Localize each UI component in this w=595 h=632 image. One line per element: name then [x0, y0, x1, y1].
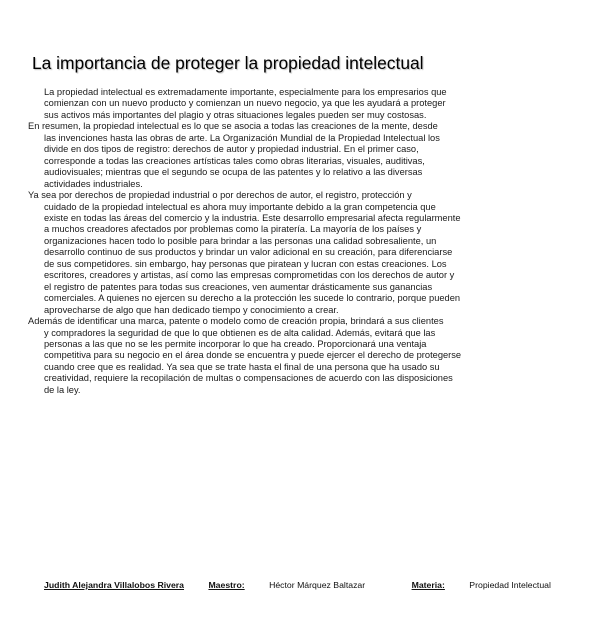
document-footer	[44, 580, 551, 590]
text-line: comerciales. A quienes no ejercen su derecho a la protección les sucede lo contrario, porque pueden	[44, 293, 461, 304]
footer-author: Judith Alejandra Villalobos Rivera	[44, 580, 185, 590]
text-line: cuando cree que es realidad. Ya sea que se trate hasta el final de una persona que ha usado su	[44, 361, 440, 372]
text-line: cuidado de la propiedad intelectual es ahora muy importante debido a la gran competencia que	[44, 201, 436, 212]
footer-subject	[412, 580, 573, 590]
text-line: competitiva para su negocio en el área donde se encuentra y puede ejercer el derecho de protegerse	[44, 350, 462, 361]
text-line: aprovecharse de algo que han dedicado tiempo y conocimiento a crear.	[44, 304, 339, 315]
footer-teacher	[208, 580, 387, 590]
text-line: personas a las que no se les permite incorporar lo que ha creado. Proporcionará una ventaja	[44, 338, 427, 349]
footer-teacher-name: Héctor Márquez Baltazar	[266, 580, 366, 590]
text-line: sus activos más importantes del plagio y otras situaciones legales pueden ser muy costosas.	[44, 109, 427, 120]
text-line: divide en dos tipos de registro: derechos de autor y propiedad industrial. En el primer caso,	[44, 144, 419, 155]
text-line: creatividad, requiere la recopilación de multas o compensaciones de acuerdo con las disposiciones	[44, 373, 453, 384]
text-line: corresponde a todas las creaciones artísticas tales como obras literarias, visuales, auditivas,	[44, 155, 425, 166]
document-title: La importancia de proteger la propiedad intelectual	[32, 53, 424, 73]
text-line: escritores, creadores y artistas, así como las empresas comprometidas con los derechos de autor y	[44, 270, 455, 281]
paragraph-2	[28, 121, 454, 190]
text-line: Ya sea por derechos de propiedad industrial o por derechos de autor, el registro, protección y	[28, 190, 412, 201]
text-line: y compradores la seguridad de que lo que obtienen es de alta calidad. Además, evitará que las	[44, 327, 436, 338]
paragraph-4	[28, 316, 462, 396]
text-line: desarrollo continuo de sus productos y brindar un valor adicional en su creación, para diferenciarse	[44, 247, 453, 258]
text-line: de la ley.	[44, 384, 81, 395]
text-line: Además de identificar una marca, patente o modelo como de creación propia, brindará a sus clientes	[28, 316, 444, 327]
paragraph-1	[28, 87, 454, 121]
footer-subject-label: Materia:	[411, 580, 445, 590]
text-line: actividades industriales.	[44, 178, 143, 189]
text-line: el registro de patentes para todas sus creaciones, ven aumentar drásticamente sus ganancias	[44, 281, 433, 292]
text-line: existe en todas las áreas del comercio y la industria. Este desarrollo empresarial afecta regularmente	[44, 212, 461, 223]
text-line: En resumen, la propiedad intelectual es lo que se asocia a todas las creaciones de la mente, desde	[28, 121, 438, 132]
text-line: las invenciones hasta las obras de arte. La Organización Mundial de la Propiedad Intelectual los	[44, 132, 440, 143]
footer-subject-name: Propiedad Intelectual	[466, 580, 551, 590]
text-line: organizaciones hacen todo lo posible para brindar a las personas una calidad sobresaliente, un	[44, 235, 437, 246]
paragraph-3	[28, 190, 461, 316]
footer-teacher-label: Maestro:	[208, 580, 245, 590]
text-line: a muchos creadores afectados por problemas como la piratería. La mayoría de los países y	[44, 224, 422, 235]
document-body	[28, 87, 462, 396]
text-line: audiovisuales; mientras que el segundo se ocupa de las patentes y lo relativo a las diversas	[44, 167, 423, 178]
text-line: comienzan con un nuevo producto y comienzan un nuevo negocio, ya que les ayudará a proteger	[44, 98, 446, 109]
text-line: La propiedad intelectual es extremadamente importante, especialmente para los empresarios que	[44, 87, 447, 97]
text-line: de sus competidores. sin embargo, hay personas que piratean y lucran con estas creaciones. Los	[44, 258, 447, 269]
